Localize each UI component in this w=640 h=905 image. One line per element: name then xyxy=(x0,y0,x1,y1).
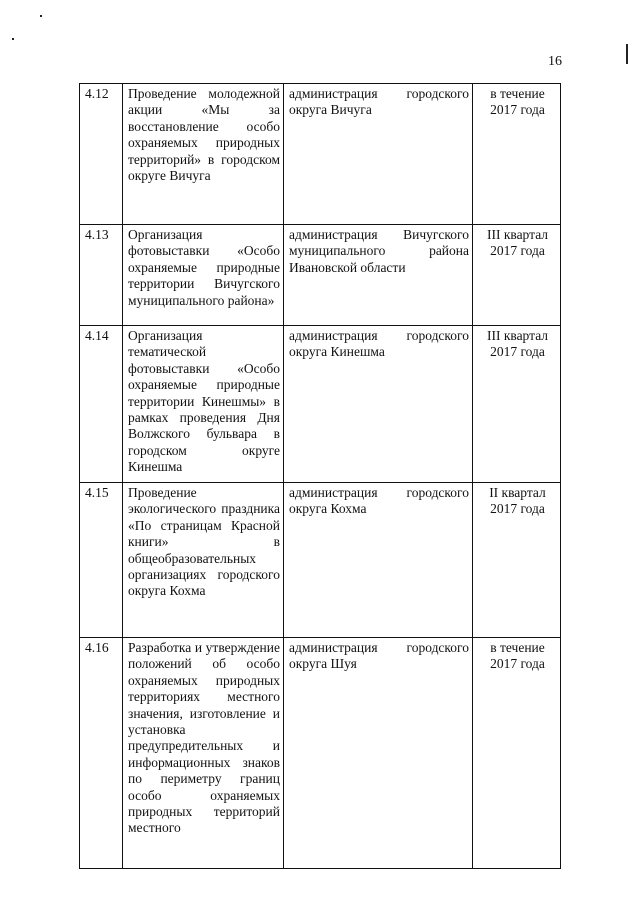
period-text: II квартал 2017 года xyxy=(489,485,546,517)
responsible-cell xyxy=(284,326,473,483)
responsible-cell xyxy=(284,483,473,638)
action-cell xyxy=(123,326,284,483)
responsible-cell xyxy=(284,84,473,225)
action-text: Проведение экологического праздника «По страницам Красной книги» в общеобразовательных организациях городского округа Кохма xyxy=(128,485,280,599)
responsible-text: администрация Вичугского муниципального района Ивановской области xyxy=(289,227,469,275)
action-text: Организация тематической фотовыставки «Особо охраняемые природные территории Кинешмы» в рамках проведения Дня Волжского бульвара в городском округе Кинешма xyxy=(128,328,280,475)
responsible-text: администрация городского округа Кинешма xyxy=(289,328,469,360)
row-number: 4.14 xyxy=(80,326,123,483)
table-row xyxy=(80,638,561,869)
action-text: Организация фотовыставки «Особо охраняемые природные территории Вичугского муниципального района» xyxy=(128,227,280,308)
scan-edge-mark xyxy=(626,44,628,64)
page-number: 16 xyxy=(548,54,562,69)
period-text: III квартал 2017 года xyxy=(486,328,549,360)
period-cell xyxy=(473,84,561,225)
responsible-text: администрация городского округа Кохма xyxy=(289,485,469,517)
responsible-text: администрация городского округа Вичуга xyxy=(289,86,469,118)
action-cell xyxy=(123,84,284,225)
period-cell xyxy=(473,638,561,869)
row-number: 4.12 xyxy=(80,84,123,225)
responsible-cell xyxy=(284,225,473,326)
scan-speck xyxy=(40,15,42,17)
period-cell xyxy=(473,483,561,638)
period-cell xyxy=(473,326,561,483)
action-cell xyxy=(123,225,284,326)
action-cell xyxy=(123,483,284,638)
table-row xyxy=(80,225,561,326)
table-row xyxy=(80,326,561,483)
row-number: 4.13 xyxy=(80,225,123,326)
period-cell xyxy=(473,225,561,326)
period-text: в течение 2017 года xyxy=(490,640,545,672)
period-text: в течение 2017 года xyxy=(490,86,545,118)
action-cell xyxy=(123,638,284,869)
table-row xyxy=(80,84,561,225)
row-number: 4.15 xyxy=(80,483,123,638)
row-number: 4.16 xyxy=(80,638,123,869)
action-text: Разработка и утверждение положений об особо охраняемых природных территориях местного значения, изготовление и установка предупредительных и информационных знаков по периметру границ особо охраняемых природных территорий местного xyxy=(128,640,280,836)
table-row xyxy=(80,483,561,638)
scan-speck xyxy=(12,38,14,40)
responsible-text: администрация городского округа Шуя xyxy=(289,640,469,672)
action-text: Проведение молодежной акции «Мы за восстановление особо охраняемых природных территорий» в городском округе Вичуга xyxy=(128,86,280,184)
responsible-cell xyxy=(284,638,473,869)
period-text: III квартал 2017 года xyxy=(486,227,549,259)
measures-table xyxy=(79,83,561,869)
